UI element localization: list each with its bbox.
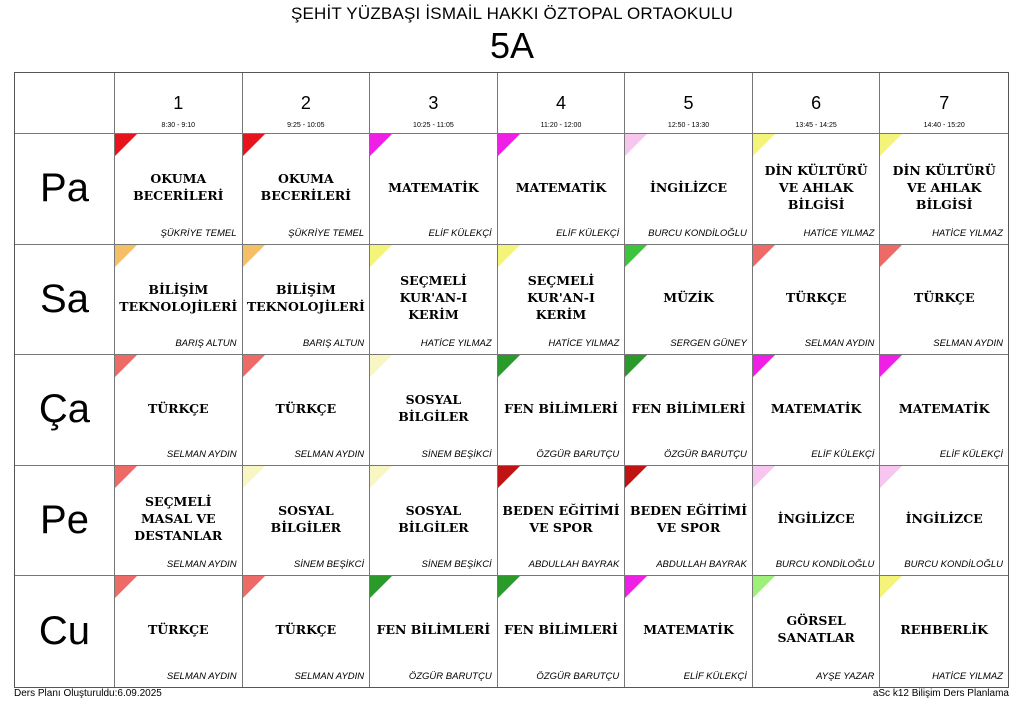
subject-color-marker [115,245,137,267]
lesson-card[interactable] [753,355,881,466]
lesson-card[interactable] [880,576,1008,687]
period-time: 11:20 - 12:00 [540,122,582,129]
lesson-card[interactable] [115,576,243,687]
lesson-card[interactable] [370,355,498,466]
lesson-card[interactable] [625,245,753,356]
lesson-teacher: ELİF KÜLEKÇİ [939,448,1003,460]
lesson-teacher: SELMAN AYDIN [166,670,237,682]
lesson-teacher: BARIŞ ALTUN [175,338,237,350]
day-label: Pa [15,134,115,245]
lesson-subject: FEN BİLİMLERİ [504,621,618,637]
lesson-card[interactable] [498,134,626,245]
subject-color-marker [498,466,520,488]
timetable-grid [14,72,1009,688]
subject-color-marker [115,355,137,377]
lesson-teacher: ABDULLAH BAYRAK [528,559,620,571]
lesson-subject: TÜRKÇE [275,621,337,637]
lesson-subject: İNGİLİZCE [777,511,855,527]
period-header [880,73,1008,134]
lesson-subject: FEN BİLİMLERİ [376,621,491,637]
lesson-teacher: SİNEM BEŞİKCİ [421,559,492,571]
lesson-subject: SOSYAL BİLGİLER [398,392,469,425]
class-name: 5A [489,25,535,66]
lesson-card[interactable] [753,576,881,687]
lesson-card[interactable] [370,245,498,356]
lesson-subject: MATEMATİK [515,179,607,195]
lesson-card[interactable] [880,355,1008,466]
lesson-card[interactable] [370,134,498,245]
lesson-teacher: AYŞE YAZAR [816,670,875,682]
subject-color-marker [625,466,647,488]
lesson-card[interactable] [243,134,371,245]
lesson-subject: TÜRKÇE [785,290,847,306]
period-time: 14:40 - 15:20 [923,122,965,129]
period-number: 7 [939,93,950,113]
lesson-teacher: SERGEN GÜNEY [670,338,747,350]
lesson-card[interactable] [243,245,371,356]
subject-color-marker [753,576,775,598]
period-header [370,73,498,134]
period-number: 3 [428,93,439,113]
software-credit: aSc k12 Bilişim Ders Planlama [872,688,1009,699]
lesson-teacher: SELMAN AYDIN [294,670,365,682]
lesson-subject: SEÇMELİ MASAL VE DESTANLAR [134,494,223,544]
period-time: 13:45 - 14:25 [795,122,837,129]
lesson-subject: TÜRKÇE [147,621,209,637]
lesson-card[interactable] [753,466,881,577]
lesson-teacher: ELİF KÜLEKÇİ [428,227,492,239]
subject-color-marker [498,576,520,598]
lesson-card[interactable] [115,466,243,577]
lesson-subject: OKUMA BECERİLERİ [260,171,352,203]
lesson-subject: İNGİLİZCE [905,511,983,527]
subject-color-marker [498,355,520,377]
period-header [115,73,243,134]
lesson-teacher: ÖZGÜR BARUTÇU [408,670,492,682]
lesson-subject: FEN BİLİMLERİ [631,400,746,416]
lesson-card[interactable] [370,466,498,577]
lesson-teacher: ÖZGÜR BARUTÇU [536,448,620,460]
lesson-teacher: HATİCE YILMAZ [803,227,875,239]
lesson-teacher: SELMAN AYDIN [294,448,365,460]
period-header [753,73,881,134]
lesson-subject: MATEMATİK [898,400,990,416]
lesson-subject: DİN KÜLTÜRÜ VE AHLAK BİLGİSİ [764,162,868,212]
lesson-card[interactable] [880,245,1008,356]
lesson-card[interactable] [370,576,498,687]
lesson-subject: SEÇMELİ KUR'AN-I KERİM [399,273,468,323]
subject-color-marker [243,245,265,267]
lesson-card[interactable] [625,466,753,577]
period-header [498,73,626,134]
school-name: ŞEHİT YÜZBAŞI İSMAİL HAKKI ÖZTOPAL ORTAOKULU [290,4,734,23]
subject-color-marker [243,355,265,377]
lesson-subject: OKUMA BECERİLERİ [133,171,224,203]
period-header [243,73,371,134]
subject-color-marker [753,134,775,156]
period-time: 8:30 - 9:10 [161,122,196,129]
subject-color-marker [115,576,137,598]
lesson-teacher: BURCU KONDİLOĞLU [904,559,1003,571]
lesson-subject: FEN BİLİMLERİ [504,400,618,416]
lesson-teacher: HATİCE YILMAZ [420,338,492,350]
lesson-teacher: SELMAN AYDIN [804,338,875,350]
lesson-subject: BİLİŞİM TEKNOLOJİLERİ [246,281,365,314]
lesson-teacher: BURCU KONDİLOĞLU [648,227,747,239]
subject-color-marker [498,134,520,156]
lesson-card[interactable] [243,466,371,577]
subject-color-marker [880,466,902,488]
lesson-subject: TÜRKÇE [913,290,975,306]
lesson-subject: MATEMATİK [388,179,479,195]
subject-color-marker [625,245,647,267]
lesson-teacher: SELMAN AYDIN [933,338,1003,350]
lesson-card[interactable] [115,355,243,466]
subject-color-marker [243,576,265,598]
lesson-teacher: SELMAN AYDIN [166,559,237,571]
subject-color-marker [115,134,137,156]
lesson-subject: SEÇMELİ KUR'AN-I KERİM [527,273,595,323]
lesson-card[interactable] [880,466,1008,577]
lesson-card[interactable] [625,134,753,245]
subject-color-marker [880,355,902,377]
corner-cell [15,73,115,134]
subject-color-marker [753,355,775,377]
lesson-subject: SOSYAL BİLGİLER [270,502,342,535]
period-number: 1 [173,93,184,113]
lesson-teacher: SELMAN AYDIN [166,448,237,460]
subject-color-marker [753,466,775,488]
period-number: 4 [555,93,566,113]
lesson-subject: MÜZİK [663,290,714,306]
lesson-teacher: ELİF KÜLEKÇİ [556,227,620,239]
lesson-teacher: ŞÜKRİYE TEMEL [288,227,365,239]
lesson-teacher: HATİCE YILMAZ [932,670,1003,682]
subject-color-marker [115,466,137,488]
subject-color-marker [880,245,902,267]
lesson-teacher: ŞÜKRİYE TEMEL [160,227,237,239]
lesson-teacher: ELİF KÜLEKÇİ [683,670,747,682]
subject-color-marker [625,576,647,598]
lesson-subject: BİLİŞİM TEKNOLOJİLERİ [119,281,238,314]
lesson-teacher: SİNEM BEŞİKCİ [421,448,492,460]
period-time: 9:25 - 10:05 [287,122,325,129]
subject-color-marker [370,466,392,488]
subject-color-marker [880,576,902,598]
period-header [625,73,753,134]
subject-color-marker [625,355,647,377]
lesson-subject: MATEMATİK [770,400,862,416]
day-label: Pe [15,466,115,577]
lesson-subject: BEDEN EĞİTİMİ VE SPOR [630,502,748,535]
lesson-card[interactable] [498,245,626,356]
lesson-card[interactable] [625,576,753,687]
lesson-subject: REHBERLİK [900,621,989,637]
lesson-card[interactable] [115,134,243,245]
lesson-card[interactable] [880,134,1008,245]
period-time: 12:50 - 13:30 [667,122,710,129]
subject-color-marker [243,466,265,488]
lesson-subject: GÖRSEL SANATLAR [777,613,855,646]
lesson-teacher: ÖZGÜR BARUTÇU [536,670,620,682]
lesson-teacher: ÖZGÜR BARUTÇU [663,448,747,460]
lesson-card[interactable] [753,134,881,245]
period-number: 2 [300,93,311,113]
lesson-subject: MATEMATİK [643,621,734,637]
day-label: Cu [15,576,115,687]
lesson-teacher: BURCU KONDİLOĞLU [775,559,875,571]
lesson-subject: İNGİLİZCE [650,179,728,195]
subject-color-marker [880,134,902,156]
subject-color-marker [370,576,392,598]
created-date: Ders Planı Oluşturuldu:6.09.2025 [14,688,162,699]
subject-color-marker [370,245,392,267]
lesson-teacher: SİNEM BEŞİKCİ [293,559,365,571]
lesson-card[interactable] [753,245,881,356]
period-number: 5 [683,93,694,113]
lesson-subject: DİN KÜLTÜRÜ VE AHLAK BİLGİSİ [892,162,996,212]
lesson-teacher: ELİF KÜLEKÇİ [811,448,875,460]
lesson-card[interactable] [498,355,626,466]
lesson-card[interactable] [498,576,626,687]
lesson-teacher: HATİCE YILMAZ [548,338,620,350]
period-time: 10:25 - 11:05 [413,122,454,129]
day-label: Ça [15,355,115,466]
lesson-card[interactable] [625,355,753,466]
lesson-teacher: BARIŞ ALTUN [302,338,365,350]
period-number: 6 [811,93,822,113]
subject-color-marker [753,245,775,267]
lesson-teacher: ABDULLAH BAYRAK [656,559,747,571]
day-label: Sa [15,245,115,356]
lesson-card[interactable] [498,466,626,577]
subject-color-marker [243,134,265,156]
subject-color-marker [625,134,647,156]
subject-color-marker [370,355,392,377]
subject-color-marker [498,245,520,267]
lesson-subject: TÜRKÇE [275,400,337,416]
lesson-subject: BEDEN EĞİTİMİ VE SPOR [502,502,620,535]
lesson-subject: TÜRKÇE [147,400,209,416]
lesson-card[interactable] [243,576,371,687]
lesson-card[interactable] [243,355,371,466]
subject-color-marker [370,134,392,156]
lesson-card[interactable] [115,245,243,356]
lesson-teacher: HATİCE YILMAZ [932,227,1003,239]
lesson-subject: SOSYAL BİLGİLER [398,502,469,535]
